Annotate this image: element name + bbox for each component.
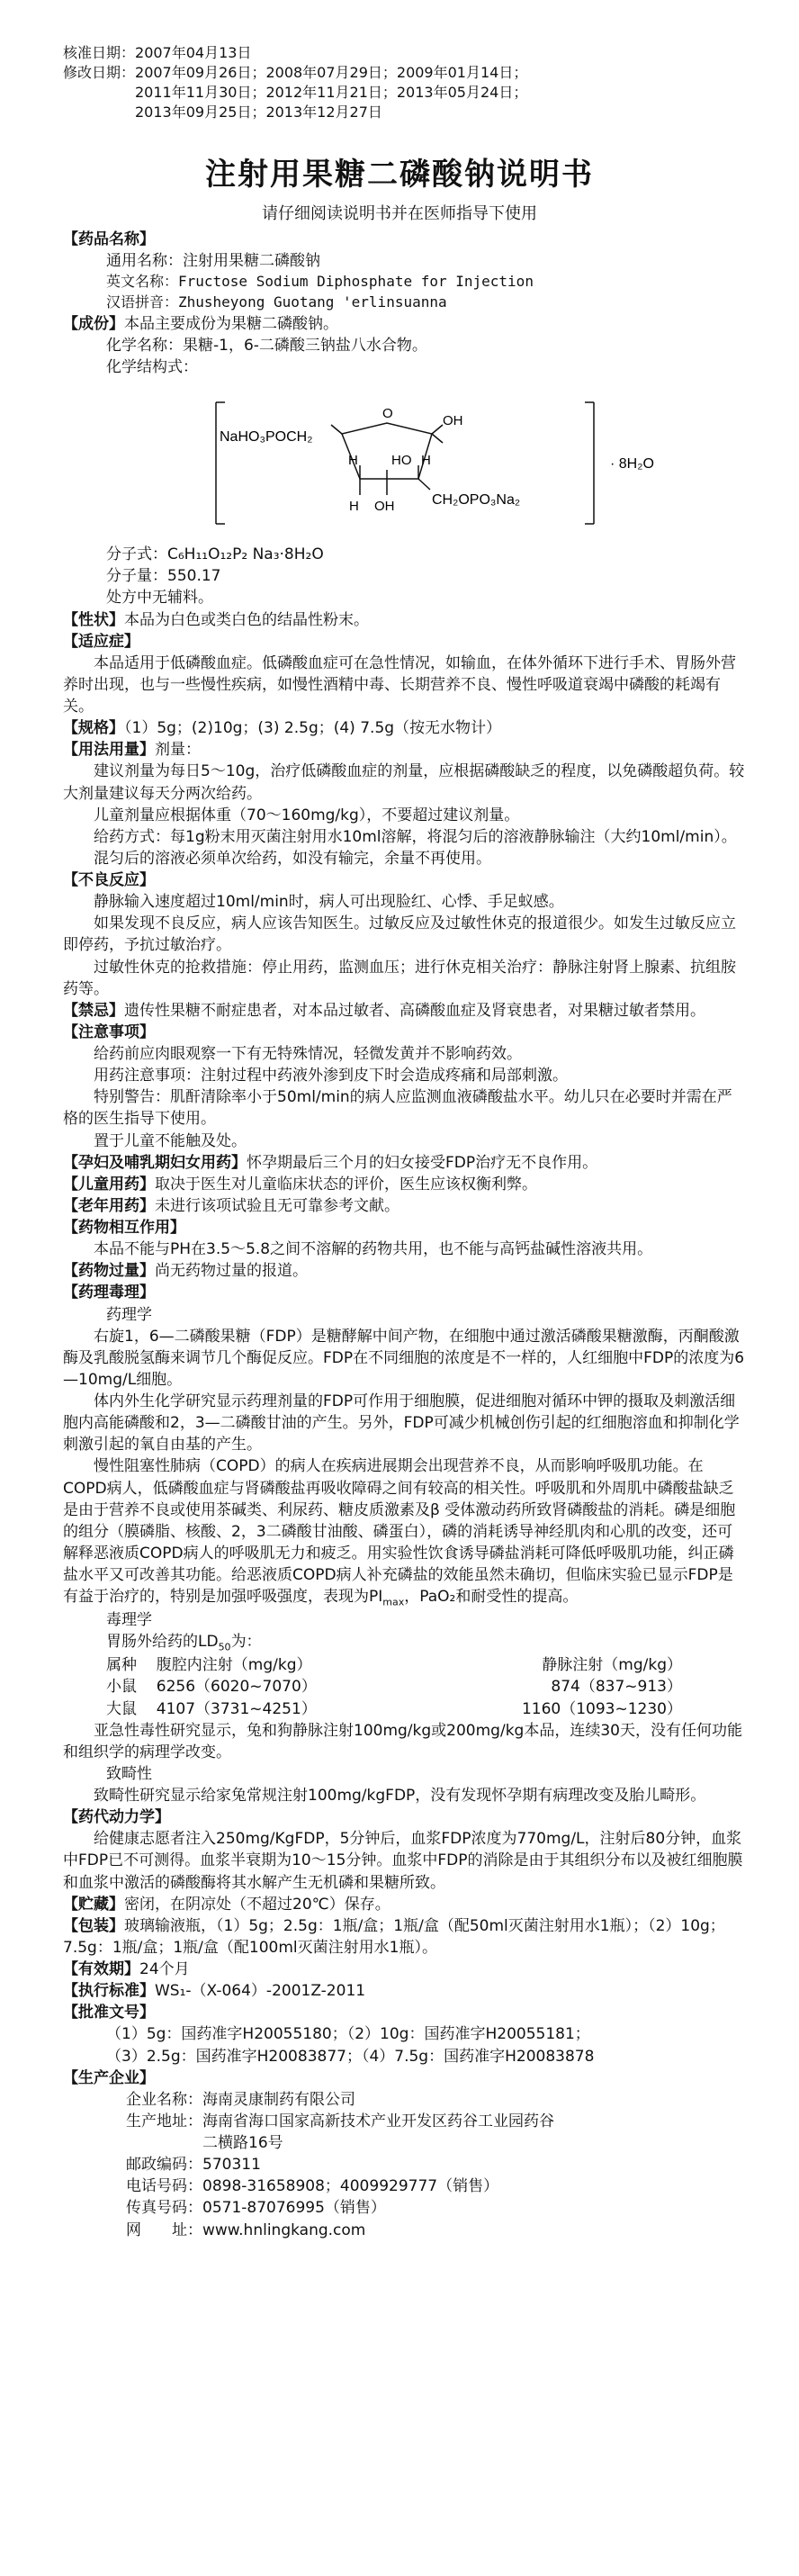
ld-subscript: 50 xyxy=(218,1641,231,1653)
company-name: 海南灵康制药有限公司 xyxy=(202,2090,355,2109)
pregnancy-text: 怀孕期最后三个月的妇女接受FDP治疗无不良作用。 xyxy=(247,1153,598,1172)
table-cell: 1160（1093~1230） xyxy=(521,1699,682,1718)
teratogenicity-label: 致畸性 xyxy=(106,1764,152,1783)
table-row xyxy=(106,1698,682,1720)
zip-row xyxy=(63,2154,745,2175)
toxicology-label: 毒理学 xyxy=(106,1611,152,1630)
website-label: 网 址： xyxy=(126,2220,202,2239)
revision-dates-1: 2007年09月26日；2008年07月29日；2009年01月14日； xyxy=(135,64,528,82)
revision-date-row xyxy=(63,63,799,83)
copd-text: 慢性阻塞性肺病（COPD）的病人在疾病进展期会出现营养不良，从而影响呼吸肌功能。在COPD病人，低磷酸血症与肾磷酸盐再吸收障碍之间有较高的相关性。呼吸肌和外周肌中磷酸盐缺乏是由于营养不良或使用茶碱类、利尿药、糖皮质激素及β 受体激动药所致肾磷酸盐的消耗。磷是细胞的组分（膜磷脂、核酸、2，3二磷酸甘油酸、磷蛋白），磷的消耗诱导神经肌肉和心肌的改变，还可解释恶液质COPD病人的呼吸肌无力和疲乏。用实验性饮食诱导磷盐消耗可降低呼吸肌功能，纠正磷盐水平又可改善其功能。给恶液质COPD病人补充磷盐的效能虽然未确切，但临床实验已显示FDP是有益于治疗的，特别是加强呼吸强度，表现为PI xyxy=(63,1457,736,1607)
table-cell: 小鼠 xyxy=(106,1678,137,1697)
table-header-row xyxy=(106,1654,682,1676)
pharmacology-para: 体内外生化学研究显示药理剂量的FDP可作用于细胞膜，促进细胞对循环中钾的摄取及刺激活细胞内高能磷酸和2，3—二磷酸甘油的产生。另外，FDP可减少机械创伤引起的红细胞溶血和抑制化学刺激引起的氧自由基的产生。 xyxy=(63,1392,740,1455)
properties-heading: 【性状】 xyxy=(63,610,124,629)
leaflet-content xyxy=(0,225,799,2241)
approval-date: 2007年04月13日 xyxy=(135,44,252,61)
table-header-cell: 静脉注射（mg/kg） xyxy=(542,1656,682,1675)
adverse-heading: 【不良反应】 xyxy=(63,871,155,890)
page-title: 注射用果糖二磷酸钠说明书 xyxy=(205,157,594,194)
validity-section xyxy=(63,1959,745,1980)
precaution-item: 置于儿童不能触及处。 xyxy=(94,1131,247,1150)
molecular-formula: 分子式：C₆H₁₁O₁₂P₂ Na₃·8H₂O xyxy=(106,545,324,564)
pao2-text: PaO₂和耐受性的提高。 xyxy=(419,1588,579,1607)
struct-h-1: H xyxy=(348,453,358,469)
ld50-table xyxy=(106,1654,682,1719)
revision-date-label: 修改日期： xyxy=(63,64,136,82)
table-cell: 874（837~913） xyxy=(551,1678,682,1697)
approval-date-row xyxy=(63,43,799,63)
dosage-head-text: 剂量： xyxy=(155,741,201,760)
zip-label: 邮政编码： xyxy=(126,2156,202,2175)
elderly-section xyxy=(63,1195,745,1217)
dosage-item: 建议剂量为每日5～10g，治疗低磷酸血症的剂量，应根据磷酸缺乏的程度，以免磷酸超负荷。较大剂量建议每天分两次给药。 xyxy=(63,762,745,803)
overdose-section xyxy=(63,1260,745,1282)
precautions-heading: 【注意事项】 xyxy=(63,1022,155,1041)
indications-text: 本品适用于低磷酸血症。低磷酸血症可在急性情况，如输血，在体外循环下进行手术、胃肠外营养时出现，也与一些慢性疾病，如慢性酒精中毒、长期营养不良、慢性呼吸道衰竭中磷酸的耗竭有关。 xyxy=(63,653,736,716)
address-label: 生产地址： xyxy=(126,2112,202,2130)
phone-label: 电话号码： xyxy=(126,2177,202,2196)
overdose-text: 尚无药物过量的报道。 xyxy=(155,1262,308,1281)
revision-date-row-2 xyxy=(63,83,799,103)
contra-text: 遗传性果糖不耐症患者，对本品过敏者、高磷酸血症及肾衰患者，对果糖过敏者禁用。 xyxy=(124,1001,705,1020)
fax-number: 0571-87076995（销售） xyxy=(202,2199,386,2218)
storage-section xyxy=(63,1894,745,1915)
teratogenicity-text: 致畸性研究显示给家兔常规注射100mg/kgFDP，没有发现怀孕期有病理改变及胎儿畸形。 xyxy=(94,1787,706,1806)
validity-text: 24个月 xyxy=(139,1960,190,1979)
package-heading: 【包装】 xyxy=(63,1916,124,1935)
struct-ring-oxygen: O xyxy=(382,406,393,422)
company-label: 企业名称： xyxy=(126,2090,202,2109)
chemical-name: 化学名称：果糖-1，6-二磷酸三钠盐八水合物。 xyxy=(106,336,427,355)
tox-heading: 【药理毒理】 xyxy=(63,1283,155,1302)
table-header-cell: 腹腔内注射（mg/kg） xyxy=(156,1656,312,1675)
standard-heading: 【执行标准】 xyxy=(63,1982,155,2001)
pregnancy-section xyxy=(63,1152,745,1174)
children-text: 取决于医生对儿童临床状态的评价，医生应该权衡利弊。 xyxy=(155,1175,537,1193)
elderly-text: 未进行该项试验且无可靠参考文献。 xyxy=(155,1196,400,1215)
dosage-item: 给药方式：每1g粉末用灭菌注射用水10ml溶解，将混匀后的溶液静脉输注（大约10ml/min）。 xyxy=(94,827,737,846)
children-heading: 【儿童用药】 xyxy=(63,1175,155,1193)
approval-line: （1）5g：国药准字H20055180；（2）10g：国药准字H20055181； xyxy=(106,2025,590,2044)
pharmacology-para: 右旋1，6—二磷酸果糖（FDP）是糖酵解中间产物，在细胞中通过激活磷酸果糖激酶，丙酮酸激酶及乳酸脱氢酶来调节几个酶促反应。FDP在不同细胞的浓度是不一样的，人红细胞中FDP的浓度为6—10mg/L细胞。 xyxy=(63,1327,745,1389)
pharmacology-label: 药理学 xyxy=(106,1305,152,1324)
approval-date-label: 核准日期： xyxy=(63,44,136,61)
children-section xyxy=(63,1174,745,1195)
standard-section xyxy=(63,1980,745,2002)
english-name: 英文名称：Fructose Sodium Diphosphate for Injection xyxy=(106,273,534,291)
overdose-heading: 【药物过量】 xyxy=(63,1262,155,1281)
maker-heading: 【生产企业】 xyxy=(63,2068,155,2087)
ld-colon: 为： xyxy=(230,1633,262,1652)
revision-dates-3: 2013年09月25日；2013年12月27日 xyxy=(135,104,382,122)
page-subtitle: 请仔细阅读说明书并在医师指导下使用 xyxy=(262,203,537,223)
ld-text: 胃肠外给药的LD xyxy=(106,1633,219,1652)
table-cell: 4107（3731~4251） xyxy=(156,1699,317,1718)
contra-heading: 【禁忌】 xyxy=(63,1001,124,1020)
elderly-heading: 【老年用药】 xyxy=(63,1196,155,1215)
address-row xyxy=(63,2111,745,2132)
drug-name-heading: 【药品名称】 xyxy=(63,230,155,249)
revision-date-row-3 xyxy=(63,103,799,122)
storage-text: 密闭，在阴凉处（不超过20℃）保存。 xyxy=(124,1895,391,1914)
zip-code: 570311 xyxy=(202,2156,261,2175)
struct-ho: HO xyxy=(391,453,412,469)
specs-text: （1）5g；(2)10g；(3) 2.5g；(4) 7.5g（按无水物计） xyxy=(124,719,502,738)
approval-line: （3）2.5g：国药准字H20083877；（4）7.5g：国药准字H20083878 xyxy=(106,2047,595,2066)
address-row-2 xyxy=(63,2132,745,2154)
struct-left-group: NaHO₃POCH₂ xyxy=(220,429,313,446)
specs-heading: 【规格】 xyxy=(63,719,124,738)
date-header xyxy=(0,0,799,122)
adverse-item: 过敏性休克的抢救措施：停止用药，监测血压；进行休克相关治疗：静脉注射肾上腺素、抗组胺药等。 xyxy=(63,958,736,998)
standard-text: WS₁-（X-064）-2001Z-2011 xyxy=(155,1982,366,2001)
storage-heading: 【贮藏】 xyxy=(63,1895,124,1914)
struct-water: · 8H₂O xyxy=(610,456,654,473)
website-link[interactable]: www.hnlingkang.com xyxy=(202,2220,366,2239)
specs-section xyxy=(63,717,745,739)
precaution-item: 用药注意事项：注射过程中药液外渗到皮下时会造成疼痛和局部刺激。 xyxy=(94,1067,568,1085)
adverse-item: 如果发现不良反应，病人应该告知医生。过敏反应及过敏性休克的报道很少。如发生过敏反应立即停药，予抗过敏治疗。 xyxy=(63,914,736,955)
ld50-label xyxy=(63,1631,745,1654)
excipient-note: 处方中无辅料。 xyxy=(106,589,213,608)
pregnancy-heading: 【孕妇及哺乳期妇女用药】 xyxy=(63,1153,247,1172)
revision-dates-2: 2011年11月30日；2012年11月21日；2013年05月24日； xyxy=(135,84,528,102)
validity-heading: 【有效期】 xyxy=(63,1960,139,1979)
precaution-item: 给药前应肉眼观察一下有无特殊情况，轻微发黄并不影响药效。 xyxy=(94,1045,522,1064)
address-line-1: 海南省海口国家高新技术产业开发区药谷工业园药谷 xyxy=(202,2112,554,2130)
pi-subscript: max xyxy=(382,1596,405,1608)
fax-label: 传真号码： xyxy=(126,2199,202,2218)
chemical-structure xyxy=(207,389,675,533)
phone-number: 0898-31658908；4009929777（销售） xyxy=(202,2177,499,2196)
structure-diagram xyxy=(207,389,675,533)
dosage-item: 混匀后的溶液必须单次给药，如没有输完，余量不再使用。 xyxy=(94,849,491,868)
molecular-weight: 分子量：550.17 xyxy=(106,567,221,586)
approval-heading: 【批准文号】 xyxy=(63,2004,155,2022)
pk-heading: 【药代动力学】 xyxy=(63,1808,170,1827)
composition-text: 本品主要成份为果糖二磷酸钠。 xyxy=(124,314,338,333)
struct-right-group: CH₂OPO₃Na₂ xyxy=(432,492,521,509)
dosage-section xyxy=(63,739,745,761)
struct-h-2: H xyxy=(421,453,431,469)
table-row xyxy=(106,1676,682,1698)
composition-section xyxy=(63,313,745,335)
table-cell: 6256（6020~7070） xyxy=(156,1678,317,1697)
pinyin-name: 汉语拼音：Zhusheyong Guotang 'erlinsuanna xyxy=(106,293,447,311)
structure-label: 化学结构式： xyxy=(106,358,198,377)
company-row xyxy=(63,2089,745,2111)
interaction-text: 本品不能与PH在3.5～5.8之间不溶解的药物共用，也不能与高钙盐碱性溶液共用。 xyxy=(94,1240,653,1259)
subacute-text: 亚急性毒性研究显示，兔和狗静脉注射100mg/kg或200mg/kg本品，连续30天，没有任何功能和组织学的病理学改变。 xyxy=(63,1721,742,1761)
properties-text: 本品为白色或类白色的结晶性粉末。 xyxy=(124,610,369,629)
adverse-item: 静脉输入速度超过10ml/min时，病人可出现脸红、心悸、手足蚁感。 xyxy=(94,893,564,912)
struct-oh-bottom: OH xyxy=(374,499,395,515)
pk-text: 给健康志愿者注入250mg/KgFDP，5分钟后，血浆FDP浓度为770mg/L，注射后80分钟，血浆中FDP已不可测得。血浆半衰期为10～15分钟。血浆中FDP的消除是由于其组织分布以及被红细胞膜和血浆中激活的磷酸酶将其水解产生无机磷和果糖所致。 xyxy=(63,1830,743,1892)
address-line-2: 二横路16号 xyxy=(202,2134,283,2153)
dosage-item: 儿童剂量应根据体重（70～160mg/kg），不要超过建议剂量。 xyxy=(94,806,520,824)
precaution-item: 特别警告：肌酐清除率小于50ml/min的病人应监测血液磷酸盐水平。幼儿只在必要时并需在严格的医生指导下使用。 xyxy=(63,1088,732,1129)
package-section xyxy=(63,1915,745,1959)
phone-row xyxy=(63,2175,745,2197)
table-cell: 大鼠 xyxy=(106,1699,137,1718)
indications-heading: 【适应症】 xyxy=(63,632,139,651)
composition-heading: 【成份】 xyxy=(63,314,124,333)
table-header-cell: 属种 xyxy=(106,1656,137,1675)
package-text: 玻璃输液瓶，（1）5g；2.5g：1瓶/盒；1瓶/盒（配50ml灭菌注射用水1瓶）；（2）10g；7.5g：1瓶/盒；1瓶/盒（配100ml灭菌注射用水1瓶）。 xyxy=(63,1916,725,1957)
dosage-heading: 【用法用量】 xyxy=(63,741,155,760)
pharmacology-para: 慢性阻塞性肺病（COPD）的病人在疾病进展期会出现营养不良，从而影响呼吸肌功能。在COPD病人，低磷酸血症与肾磷酸盐再吸收障碍之间有较高的相关性。呼吸肌和外周肌中磷酸盐缺乏是由于营养不良或使用茶碱类、利尿药、糖皮质激素及β 受体激动药所致肾磷酸盐的消耗。磷是细胞的组分（膜磷脂、核酸、2，3二磷酸甘油酸、磷蛋白），磷的消耗诱导神经肌肉和心肌的改变，还可解释恶液质COPD病人的呼吸肌无力和疲乏。用实验性饮食诱导磷盐消耗可降低呼吸肌功能，纠正磷盐水平又可改善其功能。给恶液质COPD病人补充磷盐的效能虽然未确切，但临床实验已显示FDP是有益于治疗的，特别是加强呼吸强度，表现为$PI_{max}$，PaO₂和耐受性的提高。 xyxy=(63,1457,736,1608)
generic-name: 通用名称：注射用果糖二磷酸钠 xyxy=(106,252,320,271)
fax-row xyxy=(63,2197,745,2219)
contra-section xyxy=(63,1000,745,1022)
struct-oh-top: OH xyxy=(443,413,463,429)
properties-section xyxy=(63,609,745,631)
interaction-heading: 【药物相互作用】 xyxy=(63,1219,185,1238)
struct-h-3: H xyxy=(349,499,359,515)
website-row xyxy=(63,2220,745,2241)
